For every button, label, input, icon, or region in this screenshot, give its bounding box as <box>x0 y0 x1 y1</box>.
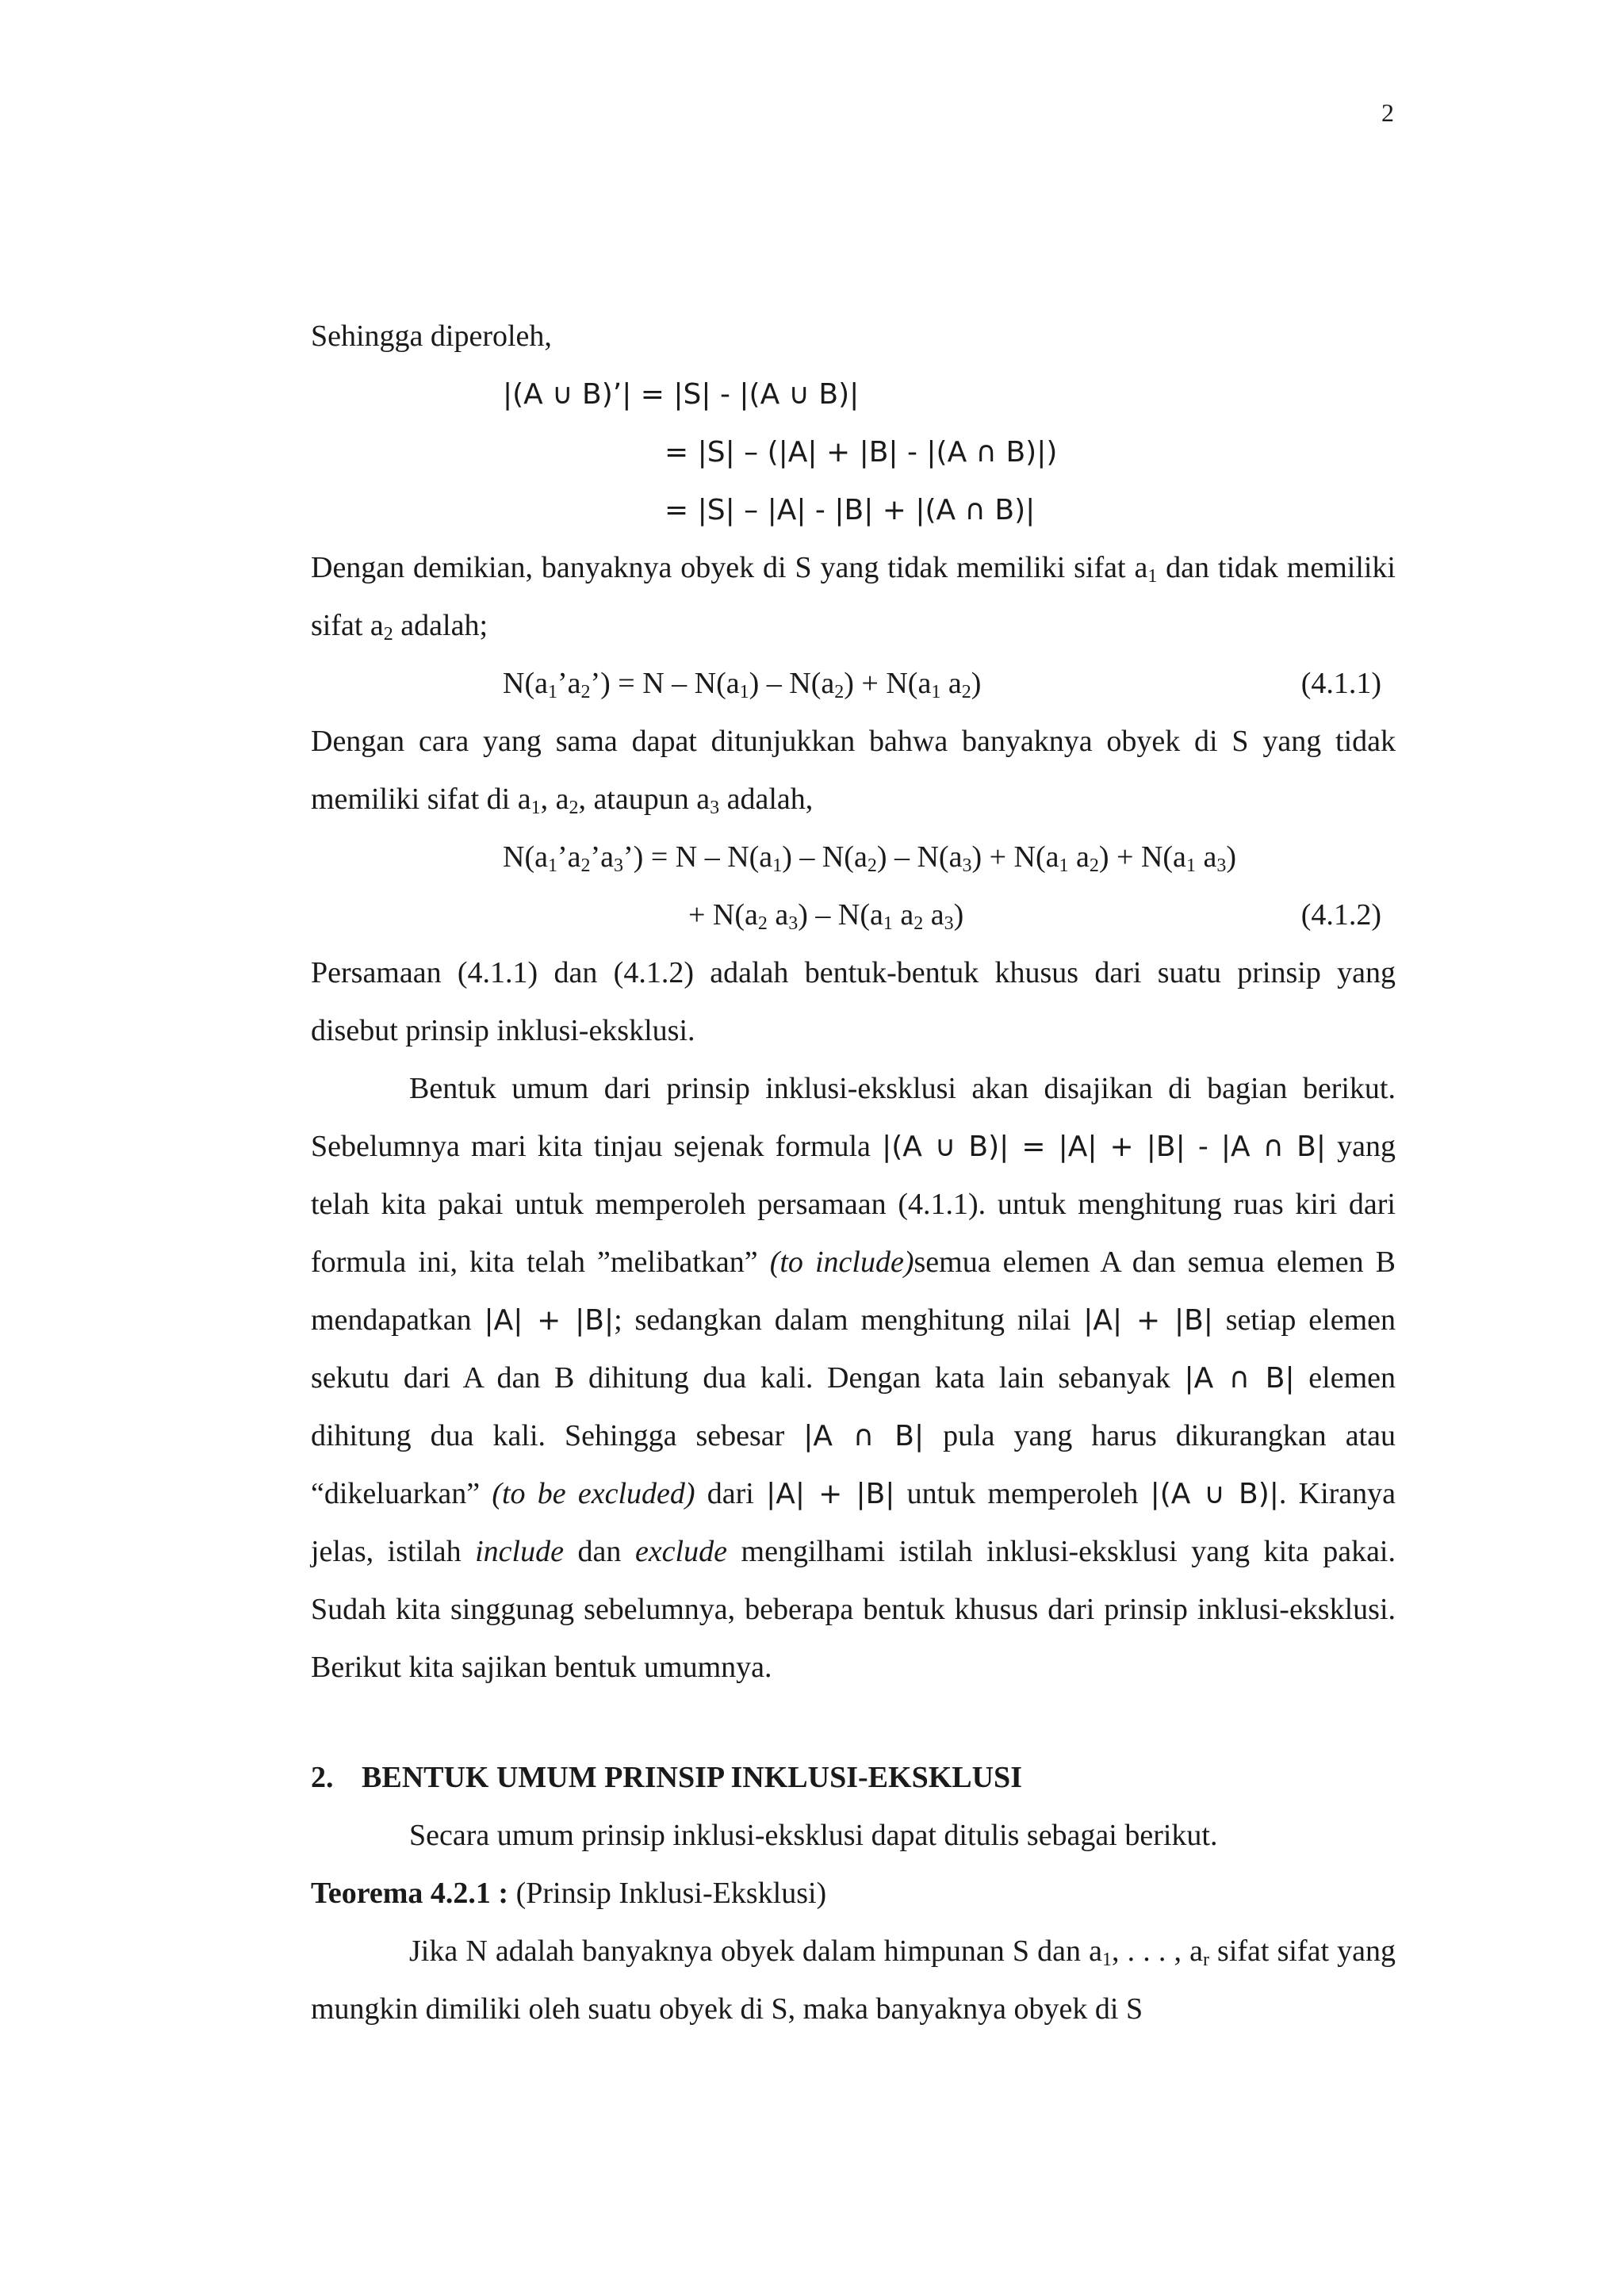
paragraph-text: Dengan cara yang sama dapat ditunjukkan bahwa banyaknya obyek di S yang tidak memiliki sifat di a <box>311 725 1396 816</box>
section-intro: Secara umum prinsip inklusi-eksklusi dapat ditulis sebagai berikut. <box>409 1819 1218 1852</box>
equation-4-1-1 <box>311 655 1396 713</box>
subscript: 1 <box>1147 566 1158 587</box>
page-number: 2 <box>1381 98 1394 127</box>
intro-lead: Sehingga diperoleh, <box>311 320 552 353</box>
equation-number: (4.1.2) <box>1300 898 1381 932</box>
formula: |A| + |B| <box>1083 1304 1213 1337</box>
paragraph-text: , . . . , a <box>1112 1934 1203 1968</box>
theorem-label: Teorema 4.2.1 : <box>311 1877 509 1910</box>
paragraph-text: sifat sifat yang mungkin dimiliki oleh suatu obyek di S, maka banyaknya obyek di S <box>311 1934 1396 2026</box>
section-number: 2. <box>311 1761 334 1794</box>
set-equation-line-1 <box>311 365 1396 423</box>
formula: |A| + |B| <box>484 1304 615 1337</box>
paragraph-text: dari <box>695 1477 767 1510</box>
equation-4-1-2-line-1 <box>311 828 1396 886</box>
formula: |A ∩ B| <box>1184 1362 1295 1395</box>
equation-4-1-2-line-2 <box>311 886 1396 944</box>
paragraph-three-properties <box>311 713 1396 828</box>
subscript: 1 <box>530 798 541 818</box>
paragraph-text: Dengan demikian, banyaknya obyek di S yang tidak memiliki sifat a <box>311 551 1148 584</box>
paragraph-text: pula yang harus dikurangkan atau “dikeluarkan” <box>311 1419 1396 1510</box>
set-equation-text: |(A ∪ B)’| = |S| - |(A ∪ B)| <box>503 378 860 411</box>
subscript: 2 <box>569 798 579 818</box>
paragraph-text: ; sedangkan dalam menghitung nilai <box>614 1303 1084 1337</box>
equation-expression: $N(a_1’a_2’a_3’) = N - N(a_1) - N(a_2) - N(a_3) + N(a_1$ $a_2) + N(a_1$ $a_3$) <box>503 840 1236 876</box>
paragraph-text: elemen dihitung dua kali. Sehingga sebesar <box>311 1361 1396 1452</box>
paragraph-text: mengilhami istilah inklusi-eksklusi yang kita pakai. Sudah kita singgunag sebelumnya, beberapa bentuk khusus dari prinsip inklusi-eksklusi. Berikut kita sajikan bentuk umumnya. <box>311 1535 1396 1684</box>
paragraph-text: . Kiranya jelas, istilah <box>311 1477 1396 1568</box>
formula: |(A ∪ B)| = |A| + |B| - |A ∩ B| <box>882 1131 1326 1163</box>
section-spacer <box>311 1697 1396 1749</box>
subscript: 1 <box>1102 1950 1112 1970</box>
paragraph-special-forms: Persamaan (4.1.1) dan (4.1.2) adalah bentuk-bentuk khusus dari suatu prinsip yang disebut prinsip inklusi-eksklusi. <box>311 956 1396 1047</box>
paragraph-text: adalah, <box>719 783 814 816</box>
theorem-heading <box>311 1865 1396 1923</box>
formula: |A ∩ B| <box>803 1420 925 1452</box>
paragraph-text: , a <box>540 783 569 816</box>
subscript: r <box>1202 1950 1209 1970</box>
paragraph-text: , ataupun a <box>578 783 710 816</box>
document-body <box>311 308 1396 2038</box>
section-heading <box>311 1749 1396 1807</box>
formula: |(A ∪ B)| <box>1150 1478 1279 1510</box>
paragraph-two-properties <box>311 539 1396 655</box>
paragraph-text: untuk memperoleh <box>894 1477 1151 1510</box>
paragraph-text: adalah; <box>393 609 488 642</box>
section-title: BENTUK UMUM PRINSIP INKLUSI-EKSKLUSI <box>362 1761 1022 1794</box>
paragraph-text: setiap elemen sekutu dari A dan B dihitung dua kali. Dengan kata lain sebanyak <box>311 1303 1396 1395</box>
set-equation-line-2 <box>311 423 1396 481</box>
italic-term: exclude <box>634 1535 727 1568</box>
paragraph-general-form <box>311 1060 1396 1697</box>
paragraph-text: yang telah kita pakai untuk memperoleh persamaan (4.1.1). untuk menghitung ruas kiri dari formula ini, kita telah ”melibatkan” <box>311 1130 1396 1279</box>
paragraph-text: Bentuk umum dari prinsip inklusi-eksklusi akan disajikan di bagian berikut. Sebelumnya mari kita tinjau sejenak formula <box>311 1072 1396 1163</box>
theorem-name: (Prinsip Inklusi-Eksklusi) <box>508 1877 827 1910</box>
equation-number: (4.1.1) <box>1300 667 1381 700</box>
subscript: 3 <box>710 798 720 818</box>
equation-expression: $N(a_1’a_2’) = N - N(a_1) - N(a_2) + N(a_1$ $a_2$) <box>503 667 982 702</box>
italic-term: include <box>475 1535 564 1568</box>
equation-expression: + $N(a_2$ $a_3) - N(a_1$ $a_2$ $a_3$) <box>688 898 964 934</box>
set-equation-text: = |S| – (|A| + |B| - |(A ∩ B)|) <box>665 436 1058 469</box>
subscript: 2 <box>383 624 393 645</box>
italic-term: (to be excluded) <box>492 1477 695 1510</box>
set-equation-text: = |S| – |A| - |B| + |(A ∩ B)| <box>665 494 1036 526</box>
paragraph-text: dan tidak memiliki sifat a <box>311 551 1396 642</box>
set-equation-line-3 <box>311 481 1396 539</box>
paragraph-text: Jika N adalah banyaknya obyek dalam himpunan S dan a <box>409 1934 1102 1968</box>
theorem-statement <box>311 1923 1396 2038</box>
italic-term: (to include) <box>769 1246 914 1279</box>
paragraph-text: dan <box>563 1535 635 1568</box>
paragraph-text: semua elemen A dan semua elemen B mendapatkan <box>311 1246 1396 1337</box>
formula: |A| + |B| <box>766 1478 895 1510</box>
